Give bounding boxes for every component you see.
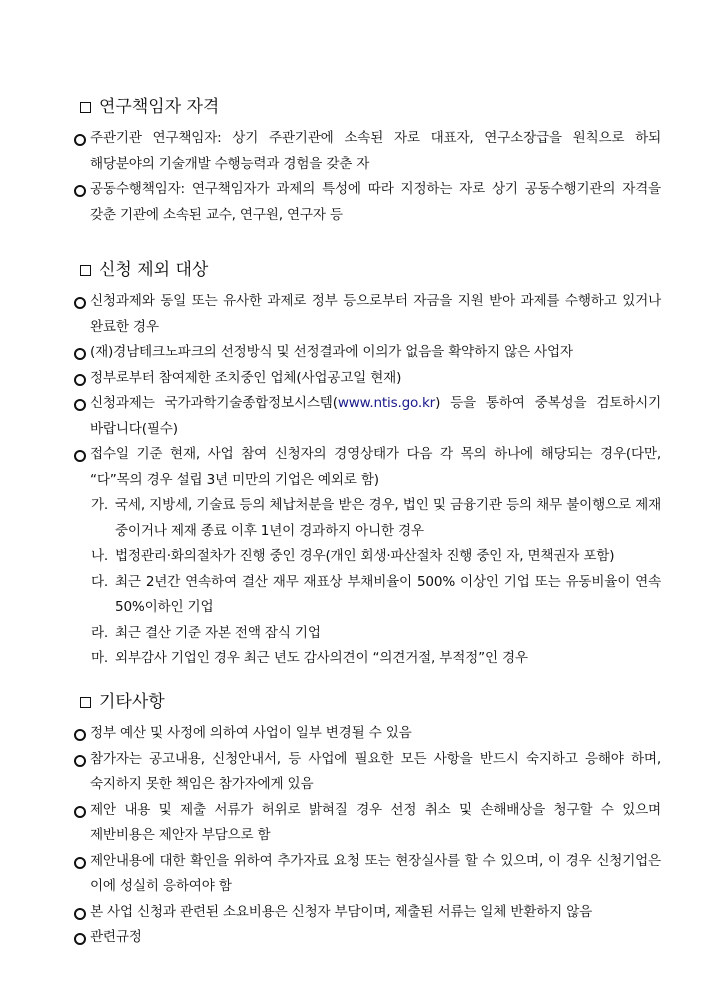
list-item: 주관기관 연구책임자: 상기 주관기관에 소속된 자로 대표자, 연구소장급을 원칙으로 하되 해당분야의 기술개발 수행능력과 경험을 갖춘 자: [74, 126, 661, 177]
list-item: 공동수행책임자: 연구책임자가 과제의 특성에 따라 지정하는 자로 상기 공동수행기관의 자격을 갖춘 기관에 소속된 교수, 연구원, 연구자 등: [74, 177, 661, 228]
sub-item-text: 최근 결산 기준 자본 전액 잠식 기업: [115, 624, 321, 641]
sub-item: [74, 493, 661, 544]
section-exclusions: [74, 259, 661, 672]
sub-item: [74, 646, 661, 672]
notice-text-after: ) 등을 통하여 중복성을 검토하시기 바랍니다(필수): [90, 395, 661, 437]
section-title: 신청 제외 대상: [99, 260, 209, 280]
sub-list: [74, 493, 661, 672]
list-item: 접수일 기준 현재, 사업 참여 신청자의 경영상태가 다음 각 목의 하나에 해당되는 경우(다만, “다”목의 경우 설립 3년 미만의 기업은 예외로 함): [74, 442, 661, 493]
bullet-list: [74, 289, 661, 493]
sub-item-mark: 다.: [91, 573, 109, 590]
sub-item: [74, 570, 661, 621]
section-title: 기타사항: [99, 692, 165, 712]
sub-item-text: 법정관리·화의절차가 진행 중인 경우(개인 회생·파산절차 진행 중인 자, 면책권자 포함): [115, 548, 615, 564]
section-heading: [74, 96, 661, 118]
list-item: 관련규정: [74, 925, 661, 951]
sub-item: [74, 621, 661, 647]
sub-item-mark: 라.: [91, 624, 109, 641]
sub-item-mark: 나.: [91, 548, 109, 564]
list-item: 제안내용에 대한 확인을 위하여 추가자료 요청 또는 현장실사를 할 수 있으며, 이 경우 신청기업은 이에 성실히 응하여야 함: [74, 849, 661, 900]
bullet-list: [74, 126, 661, 228]
list-item: 정부로부터 참여제한 조치중인 업체(사업공고일 현재): [74, 366, 661, 392]
section-heading: [74, 691, 661, 713]
section-heading: [74, 259, 661, 281]
list-item: 정부 예산 및 사정에 의하여 사업이 일부 변경될 수 있음: [74, 721, 661, 747]
section-researcher-qualification: [74, 96, 661, 228]
list-item: 본 사업 신청과 관련된 소요비용은 신청자 부담이며, 제출된 서류는 일체 반환하지 않음: [74, 900, 661, 926]
list-item-ntis-notice: [74, 391, 661, 442]
list-item: (재)경남테크노파크의 선정방식 및 선정결과에 이의가 없음을 확약하지 않은 사업자: [74, 340, 661, 366]
list-item: 신청과제와 동일 또는 유사한 과제로 정부 등으로부터 자금을 지원 받아 과제를 수행하고 있거나 완료한 경우: [74, 289, 661, 340]
sub-item-text: 외부감사 기업인 경우 최근 년도 감사의견이 “의견거절, 부적정”인 경우: [115, 650, 528, 666]
sub-item: [74, 544, 661, 570]
sub-item-text: 최근 2년간 연속하여 결산 재무 재표상 부채비율이 500% 이상인 기업 또는 유동비율이 연속 50%이하인 기업: [115, 573, 661, 615]
square-bullet-icon: [80, 265, 91, 276]
square-bullet-icon: [80, 697, 91, 708]
bullet-list: [74, 721, 661, 951]
sub-item-mark: 가.: [91, 497, 109, 513]
square-bullet-icon: [80, 102, 91, 113]
section-title: 연구책임자 자격: [99, 97, 220, 117]
ntis-link[interactable]: www.ntis.go.kr: [337, 395, 436, 411]
list-item: 제안 내용 및 제출 서류가 허위로 밝혀질 경우 선정 취소 및 손해배상을 청구할 수 있으며 제반비용은 제안자 부담으로 함: [74, 798, 661, 849]
notice-text-before: 신청과제는 국가과학기술종합정보시스템(: [90, 395, 338, 411]
list-item: 참가자는 공고내용, 신청안내서, 등 사업에 필요한 모든 사항을 반드시 숙지하고 응해야 하며, 숙지하지 못한 책임은 참가자에게 있음: [74, 747, 661, 798]
sub-item-mark: 마.: [91, 650, 109, 666]
sub-item-text: 국세, 지방세, 기술료 등의 체납처분을 받은 경우, 법인 및 금융기관 등의 채무 불이행으로 제재 중이거나 제재 종료 이후 1년이 경과하지 아니한 경우: [115, 497, 661, 539]
section-other-matters: [74, 691, 661, 951]
